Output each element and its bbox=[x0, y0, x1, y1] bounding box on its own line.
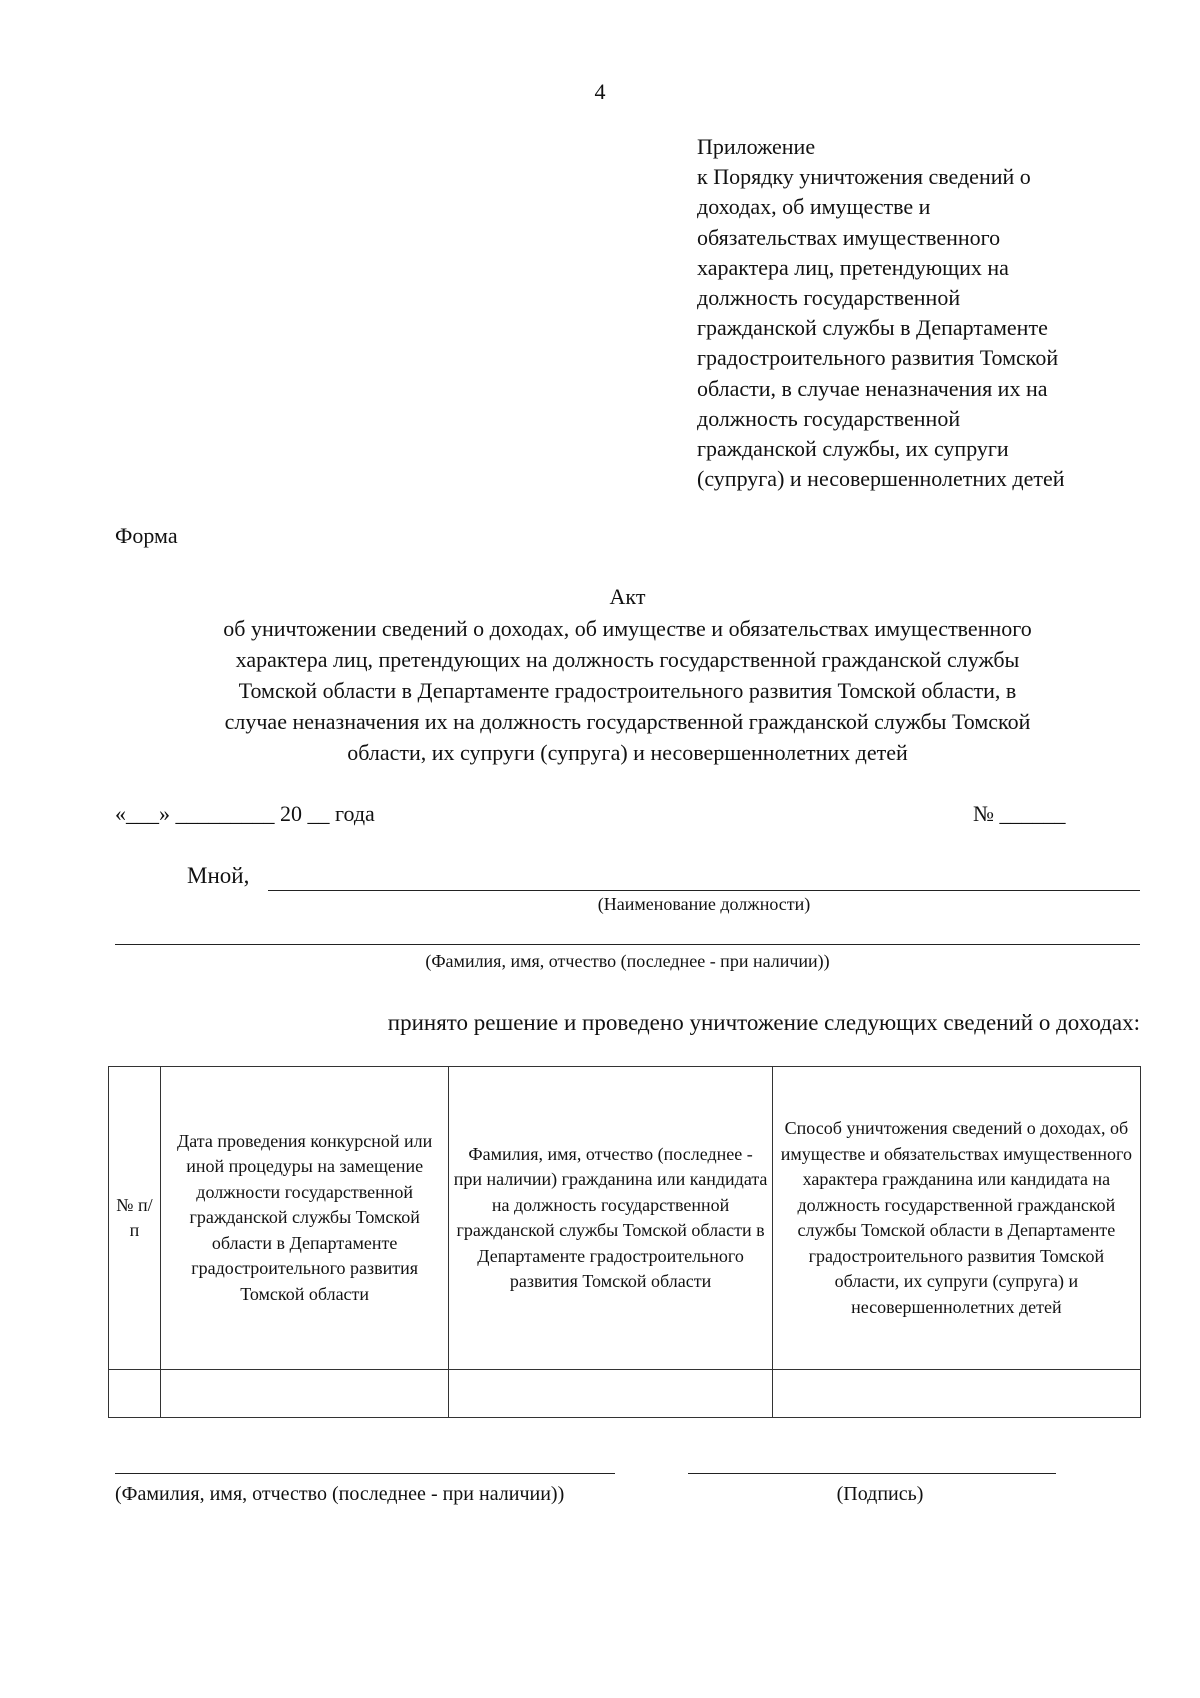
position-input-line[interactable] bbox=[268, 890, 1140, 891]
signature-line[interactable] bbox=[688, 1473, 1056, 1474]
table-row bbox=[109, 1370, 1141, 1418]
appendix-block bbox=[697, 132, 1177, 494]
position-caption: (Наименование должности) bbox=[597, 894, 811, 914]
header-number: № п/п bbox=[109, 1067, 161, 1370]
appendix-line: (супруга) и несовершеннолетних детей bbox=[697, 466, 1065, 492]
by-me-label: Мной, bbox=[187, 863, 250, 888]
signer-name-line[interactable] bbox=[115, 1473, 615, 1474]
decision-text: принято решение и проведено уничтожение следующих сведений о доходах: bbox=[387, 1010, 1140, 1035]
signature-caption: (Подпись) bbox=[836, 1483, 924, 1505]
records-table bbox=[108, 1066, 1141, 1418]
act-subtitle-line: об уничтожении сведений о доходах, об имуществе и обязательствах имущественного bbox=[223, 616, 1032, 641]
date-field[interactable]: «___» _________ 20 __ года bbox=[115, 801, 375, 826]
appendix-line: гражданской службы в Департаменте bbox=[697, 315, 1048, 341]
header-procedure-date: Дата проведения конкурсной или иной процедуры на замещение должности государственной гражданской службы Томской области в Департаменте градостроительного развития Томской области bbox=[160, 1067, 449, 1370]
table-cell[interactable] bbox=[160, 1370, 449, 1418]
page-number: 4 bbox=[594, 79, 606, 104]
act-title: Акт bbox=[609, 584, 646, 609]
header-destruction-method: Способ уничтожения сведений о доходах, об имуществе и обязательствах имущественного характера гражданина или кандидата на должность государственной гражданской службы Томской области в Департаменте градостроительного развития Томской области, их супруги (супруга) и несовершеннолетних детей bbox=[772, 1067, 1140, 1370]
appendix-line: градостроительного развития Томской bbox=[697, 345, 1059, 371]
appendix-line: области, в случае неназначения их на bbox=[697, 375, 1048, 401]
appendix-line: обязательствах имущественного bbox=[697, 224, 1001, 250]
fio-input-line[interactable] bbox=[115, 944, 1140, 945]
appendix-line: к Порядку уничтожения сведений о bbox=[697, 164, 1031, 190]
act-subtitle-line: области, их супруги (супруга) и несовершеннолетних детей bbox=[347, 740, 908, 765]
appendix-line: должность государственной bbox=[697, 405, 961, 431]
act-subtitle-line: характера лиц, претендующих на должность государственной гражданской службы bbox=[235, 647, 1020, 672]
appendix-line: гражданской службы, их супруги bbox=[697, 436, 1009, 462]
table-cell[interactable] bbox=[109, 1370, 161, 1418]
fio-caption: (Фамилия, имя, отчество (последнее - при наличии)) bbox=[425, 951, 830, 971]
act-number-field[interactable]: № ______ bbox=[973, 801, 1066, 826]
appendix-line: Приложение bbox=[697, 134, 816, 159]
appendix-line: доходах, об имуществе и bbox=[697, 194, 931, 220]
signer-name-caption: (Фамилия, имя, отчество (последнее - при наличии)) bbox=[115, 1483, 565, 1505]
table-cell[interactable] bbox=[772, 1370, 1140, 1418]
table-cell[interactable] bbox=[449, 1370, 772, 1418]
appendix-line: должность государственной bbox=[697, 285, 961, 311]
act-subtitle bbox=[115, 613, 1140, 768]
header-candidate-name: Фамилия, имя, отчество (последнее - при наличии) гражданина или кандидата на должность государственной гражданской службы Томской области в Департаменте градостроительного развития Томской области bbox=[449, 1067, 772, 1370]
form-label: Форма bbox=[115, 523, 178, 548]
act-subtitle-line: случае неназначения их на должность государственной гражданской службы Томской bbox=[224, 709, 1031, 734]
act-subtitle-line: Томской области в Департаменте градостроительного развития Томской области, в bbox=[238, 678, 1017, 703]
table-header-row bbox=[109, 1067, 1141, 1370]
appendix-line: характера лиц, претендующих на bbox=[697, 254, 1009, 280]
